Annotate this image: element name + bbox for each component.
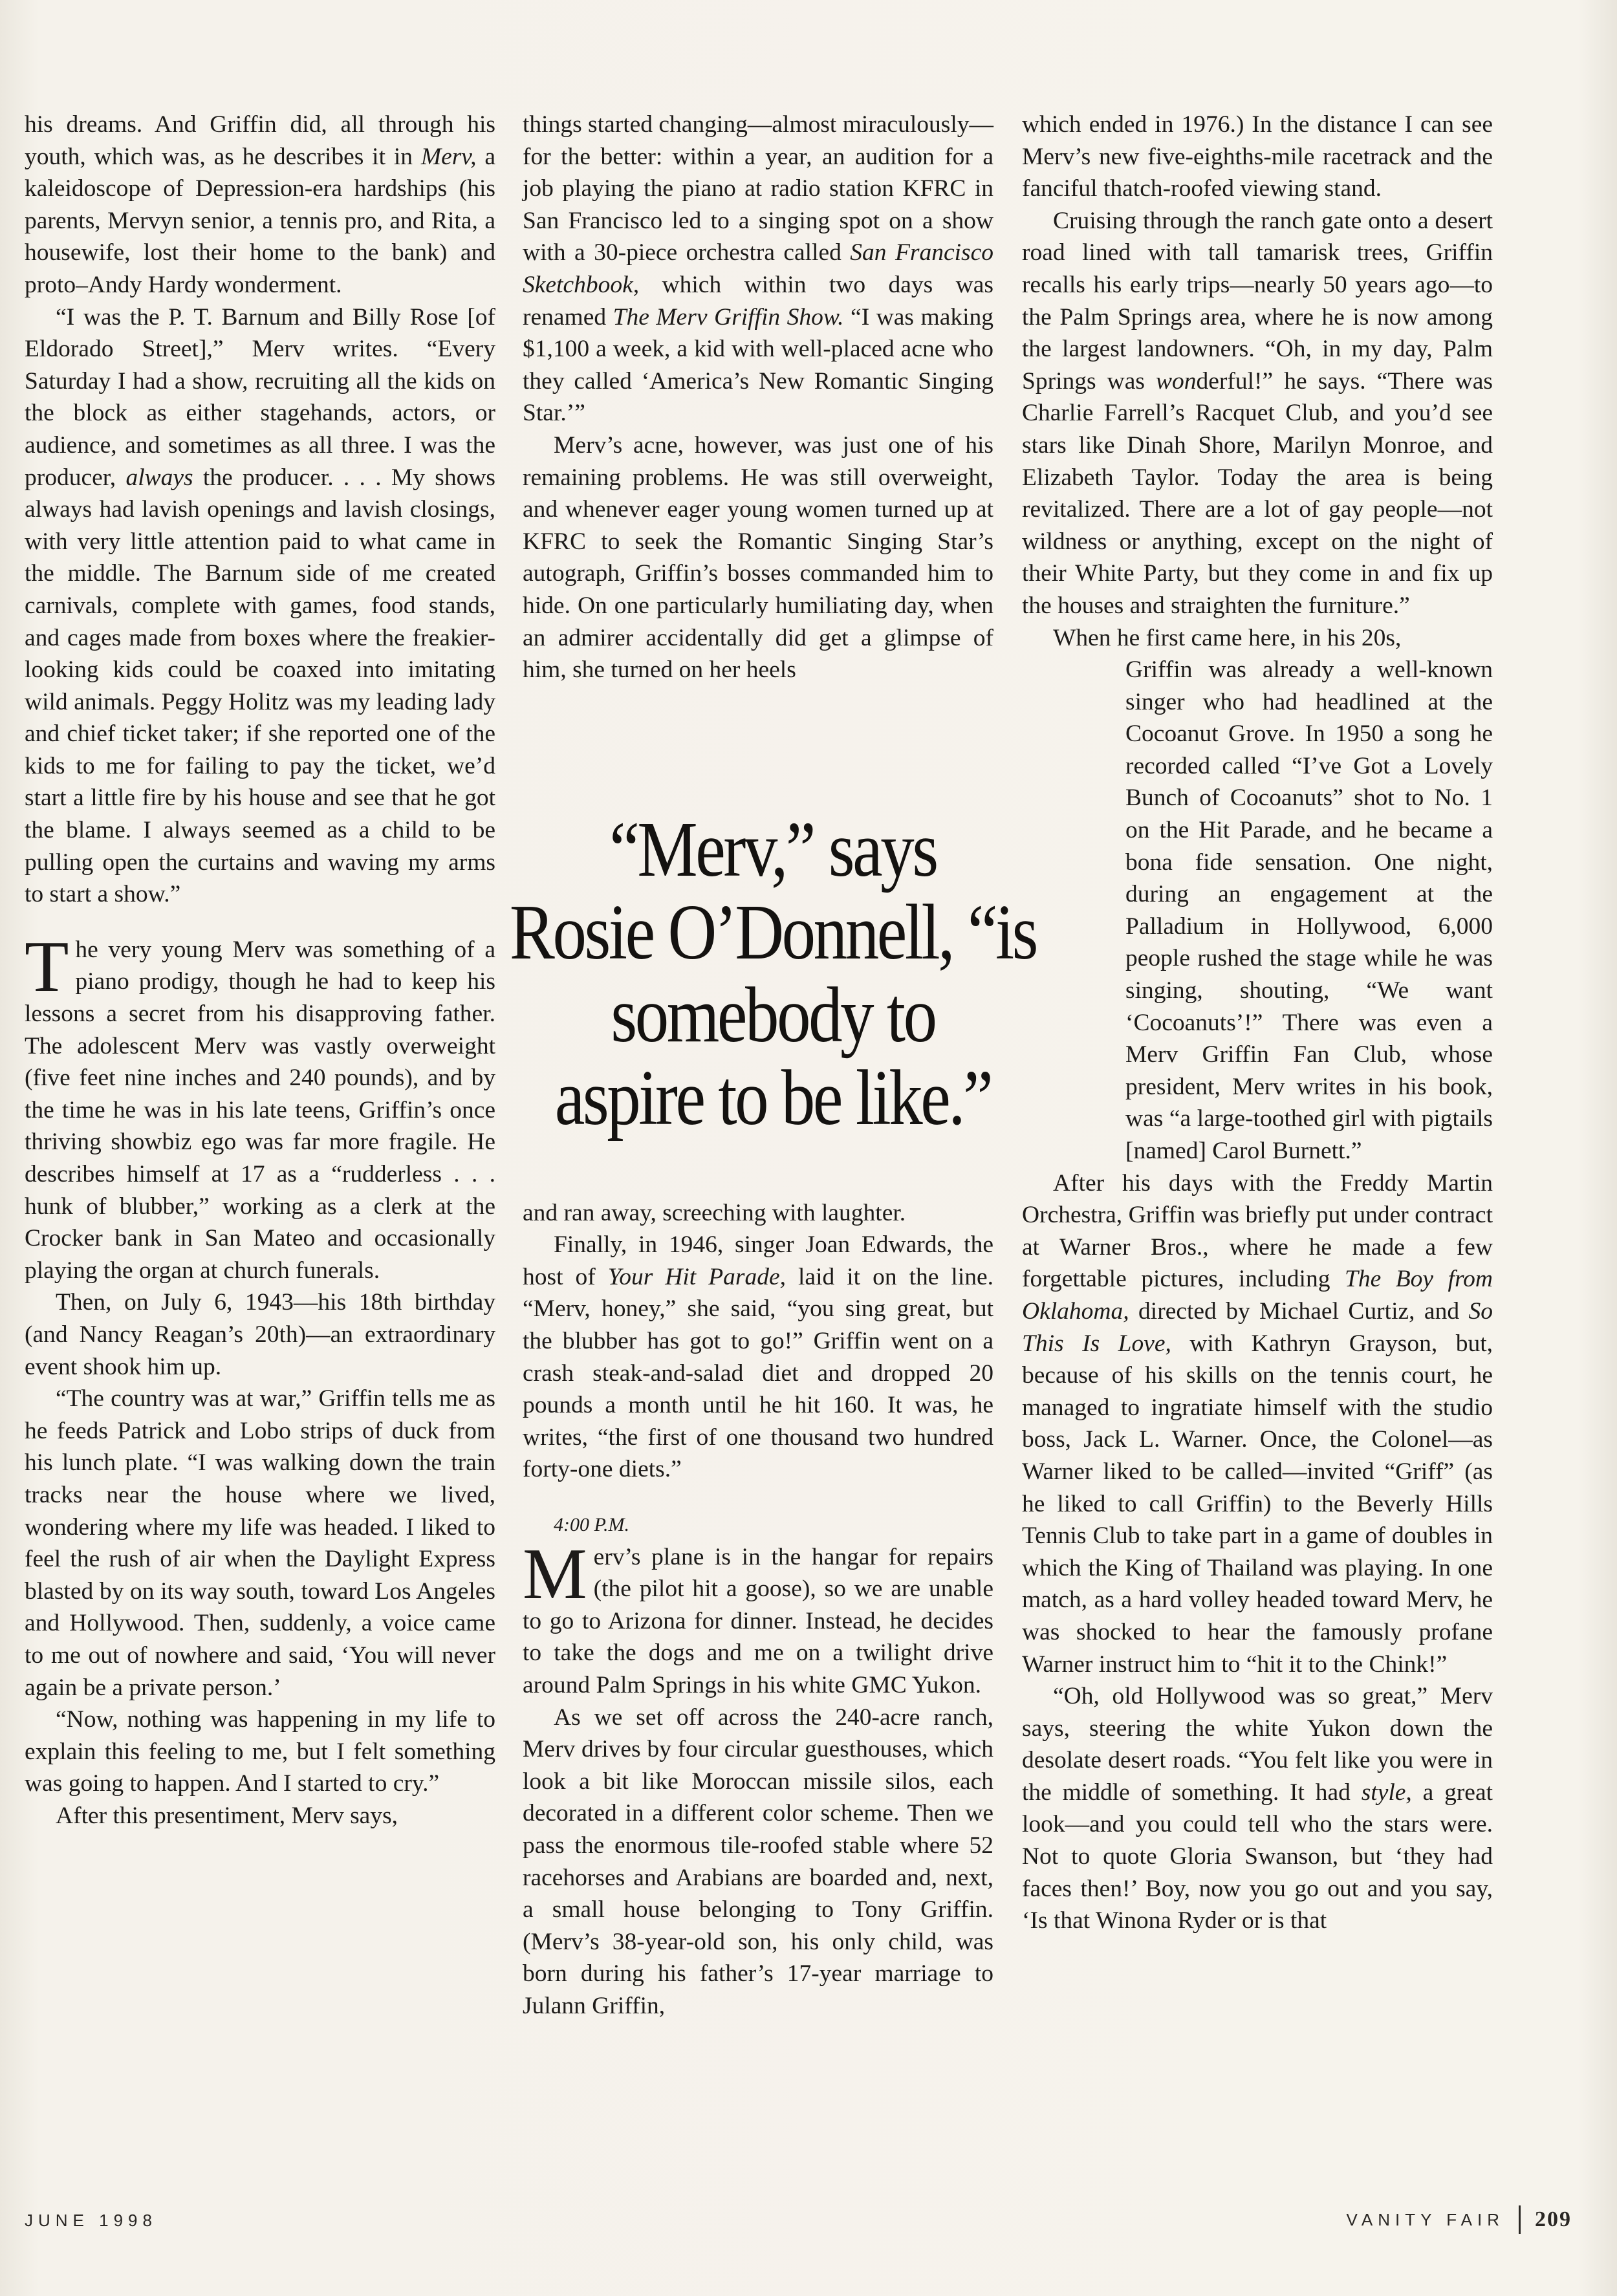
text-column-1 [25,109,495,1832]
paragraph: As we set off across the 240-acre ranch, Merv drives by four circular guesthouses, which look a bit like Moroccan missile silos, each decorated in a different color scheme. Then we pass the enormous tile-roofed stable where 52 racehorses and Arabians are boarded and, next, a small house belonging to Tony Griffin. (Merv’s 38-year-old son, his only child, was born during his father’s 17-year marriage to Julann Griffin, [523,1704,993,2019]
pull-quote-line: “Merv,” says [609,806,937,893]
paragraph: Then, on July 6, 1943—his 18th birthday (and Nancy Reagan’s 20th)—an extraordinary event shook him up. [25,1289,495,1380]
paragraph: The very young Merv was something of a piano prodigy, though he had to keep his lessons a secret from his disapproving father. The adolescent Merv was vastly overweight (five feet nine inches and 240 pounds), and by the time he was in his late teens, Griffin’s once thriving showbiz ego was far more fragile. He describes himself at 17 as a “rudderless . . . hunk of blubber,” working as a clerk at the Crocker bank in San Mateo and occasionally playing the organ at church funerals. [25,926,495,1284]
paragraph: things started changing—almost miraculously—for the better: within a year, an audition for a job playing the piano at radio station KFRC in San Francisco led to a singing spot on a show with a 30-piece orchestra called San Francisco Sketchbook, which within two days was renamed The Merv Griffin Show. “I was making $1,100 a week, a kid with well-placed acne who they called ‘America’s New Romantic Singing Star.’” [523,111,994,427]
page-folio [1346,2205,1572,2234]
drop-cap: M [523,1533,587,1614]
paragraph: “Oh, old Hollywood was so great,” Merv says, steering the white Yukon down the desolate desert roads. “You felt like you were in the middle of something. It had style, a great look—and you could tell who the stars were. Not to quote Gloria Swanson, but ‘they had faces then!’ Boy, now you go out and you say, ‘Is that Winona Ryder or is that [1022,1683,1493,1934]
paragraph: After his days with the Freddy Martin Orchestra, Griffin was briefly put under contract at Warner Bros., where he made a few forgettable pictures, including The Boy from Oklahoma, directed by Michael Curtiz, and So This Is Love, with Kathryn Grayson, but, because of his skills on the tennis court, he managed to ingratiate himself with the studio boss, Jack L. Warner. Once, the Colonel—as Warner liked to be called—invited “Griff” (as he liked to call Griffin) to the Beverly Hills Tennis Club to take part in a game of doubles in which the King of Thailand was playing. In one match, as a hard volley headed toward Merv, he was shocked to hear the famously profane Warner instruct him to “hit it to the Chink!” [1022,1169,1493,1678]
paragraph: Finally, in 1946, singer Joan Edwards, the host of Your Hit Parade, laid it on the line. “Merv, honey,” she said, “you sing great, but the blubber has got to go!” Griffin went on a crash steak-and-salad diet and dropped 20 pounds a month until he hit 160. It was, he writes, “the first of one thousand two hundred forty-one diets.” [523,1231,994,1483]
paragraph: When he first came here, in his 20s, [1053,624,1402,651]
paragraph: “I was the P. T. Barnum and Billy Rose [of Eldorado Street],” Merv writes. “Every Saturday I had a show, recruiting all the kids on the block as either stagehands, actors, or audience, and sometimes as all three. I was the producer, always the producer. . . . My shows always had lavish openings and lavish closings, with very little attention paid to what came in the middle. The Barnum side of me created carnivals, complete with games, food stands, and cages made from boxes where the freakier-looking kids could be coaxed into imitating wild animals. Peggy Holitz was my leading lady and chief ticket taker; if she reported one of the kids to me for failing to pay the ticket, we’d start a little fire by his house and see that he got the blame. I always seemed as a child to be pulling open the curtains and waving my arms to start a show.” [25,303,496,908]
paragraph: After this presentiment, Merv says, [56,1802,398,1829]
paragraph: Merv’s acne, however, was just one of his remaining problems. He was still overweight, and whenever eager young women turned up at KFRC to seek the Romantic Singing Star’s autograph, Griffin’s bosses commanded him to hide. On one particularly humiliating day, when an admirer accidentally did get a glimpse of him, she turned on her heels [523,431,993,684]
paragraph: his dreams. And Griffin did, all through his youth, which was, as he describes it in Merv, a kaleidoscope of Depression-era hardships (his parents, Mervyn senior, a tennis pro, and Rita, a housewife, lost their home to the bank) and proto–Andy Hardy wonderment. [25,111,496,298]
drop-cap: T [25,926,69,1007]
pull-quote [509,808,1037,1140]
paragraph: “Now, nothing was happening in my life to explain this feeling to me, but I felt something was going to happen. And I started to cry.” [25,1706,495,1797]
paragraph: “The country was at war,” Griffin tells me as he feeds Patrick and Lobo strips of duck from his lunch plate. “I was walking down the train tracks near the house where we lived, wondering where my life was headed. I liked to feel the rush of air when the Daylight Express blasted by on its way south, toward Los Angeles and Hollywood. Then, suddenly, a voice came to me out of nowhere and said, ‘You will never again be a private person.’ [25,1385,495,1701]
paragraph: which ended in 1976.) In the distance I can see Merv’s new five-eighths-mile racetrack and the fanciful thatch-roofed viewing stand. [1022,111,1493,202]
section-time: 4:00 P.M. [554,1514,629,1536]
paragraph: Merv’s plane is in the hangar for repairs (the pilot hit a goose), so we are unable to go to Arizona for dinner. Instead, he decides to take the dogs and me on a twilight drive around Palm Springs in his white GMC Yukon. [523,1533,993,1698]
issue-date: JUNE 1998 [25,2211,157,2230]
paragraph: Griffin was already a well-known singer who had headlined at the Cocoanut Grove. In 1950 a song he recorded called “I’ve Got a Lovely Bunch of Cocoanuts” shot to No. 1 on the Hit Parade, and he became a bona fide sensation. One night, during an engagement at the Palladium in Hollywood, 6,000 people rushed the stage while he was singing, shouting, “We want ‘Cocoanuts’!” There was even a Merv Griffin Fan Club, whose president, Merv writes in his book, was “a large-toothed girl with pigtails [named] Carol Burnett.” [1125,656,1493,1164]
pull-quote-line: somebody to [611,971,935,1059]
page-number: 209 [1535,2207,1572,2231]
paragraph: Cruising through the ranch gate onto a desert road lined with tall tamarisk trees, Griffin recalls his early trips—nearly 50 years ago—to the Palm Springs area, where he is now among the largest landowners. “Oh, in my day, Palm Springs was wonderful!” he says. “There was Charlie Farrell’s Racquet Club, and you’d see stars like Dinah Shore, Marilyn Monroe, and Elizabeth Taylor. Today the area is being revitalized. There are a lot of gay people—not wildness or anything, except on the night of their White Party, but they come in and fix up the houses and straighten the furniture.” [1022,207,1493,619]
text-column-3 [1022,109,1493,1937]
pull-quote-line: aspire to be like.” [554,1054,992,1142]
folio-divider [1519,2205,1521,2234]
paragraph: and ran away, screeching with laughter. [523,1199,906,1226]
magazine-name: VANITY FAIR [1346,2209,1504,2229]
pull-quote-line: Rosie O’Donnell, “is [509,889,1037,976]
